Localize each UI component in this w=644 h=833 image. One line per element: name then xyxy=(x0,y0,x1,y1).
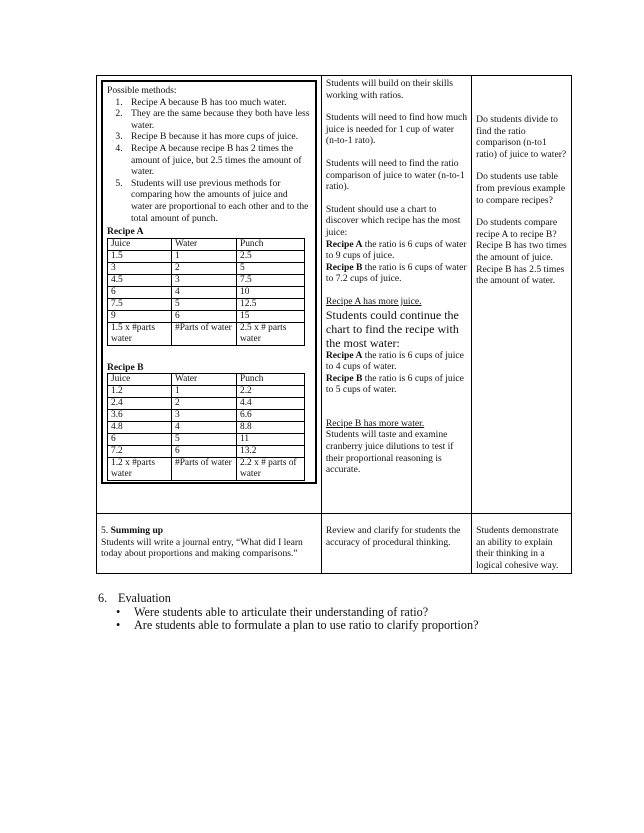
table-cell: 2.5 x # parts water xyxy=(237,322,305,345)
table-cell: 6 xyxy=(172,446,237,458)
table-cell: 1 xyxy=(172,386,237,398)
table-cell: 5 xyxy=(172,298,237,310)
teacher-paragraph: Students could continue the chart to find the recipe with the most water: xyxy=(325,307,459,350)
table-row xyxy=(108,434,305,446)
table-row xyxy=(108,410,305,422)
evaluation-title: Evaluation xyxy=(118,591,171,605)
header-cell: Juice xyxy=(108,238,172,250)
table-cell: 2.5 xyxy=(237,250,305,262)
method-item: 2. They are the same because they both have less water. xyxy=(125,108,311,131)
teacher-actions-cell xyxy=(321,76,471,514)
evaluation-list xyxy=(98,606,479,633)
teacher-paragraph xyxy=(326,296,467,308)
teacher-paragraph xyxy=(326,262,467,285)
method-item: 1. Recipe A because B has too much water. xyxy=(125,97,311,109)
assessment-question: Do students compare recipe A to recipe B? Recipe B has two times the amount of juice. Recipe B has 2.5 times the amount of water. xyxy=(476,217,567,287)
ratio-text: the ratio is 6 cups of juice to 5 cups of water. xyxy=(325,372,464,396)
header-cell: Water xyxy=(172,238,237,250)
teacher-paragraph xyxy=(326,373,467,396)
bullet-icon: • xyxy=(116,618,121,633)
table-cell: 12.5 xyxy=(237,298,305,310)
evaluation-heading xyxy=(98,592,479,606)
section-number: 5. xyxy=(101,525,111,536)
table-row xyxy=(108,298,305,310)
assessment-question: Do students use table from previous example to compare recipes? xyxy=(476,171,566,206)
table-cell: #Parts of water xyxy=(172,458,237,481)
activity-row xyxy=(97,76,572,514)
more-water-conclusion: Recipe B has more water. xyxy=(325,417,425,429)
teacher-paragraph xyxy=(326,350,467,373)
table-cell: 4 xyxy=(172,286,237,298)
recipe-a-table xyxy=(107,238,305,346)
table-cell: 2.2 x # parts of water xyxy=(237,458,305,481)
teacher-paragraph: Students will need to find the ratio comparison of juice to water (n-to-1 ratio). xyxy=(325,157,465,193)
table-cell: 3 xyxy=(172,410,237,422)
teacher-paragraph xyxy=(326,418,467,430)
method-item: 3. Recipe B because it has more cups of juice. xyxy=(125,131,311,143)
ratio-text: the ratio is 6 cups of water to 9 cups of juice. xyxy=(325,238,467,262)
table-cell: #Parts of water xyxy=(172,322,237,345)
table-cell: 3.6 xyxy=(108,410,172,422)
table-cell: 2 xyxy=(172,398,237,410)
table-cell: 2.4 xyxy=(108,398,172,410)
header-cell: Punch xyxy=(237,374,305,386)
table-cell: 6.6 xyxy=(237,410,305,422)
table-cell: 2 xyxy=(172,262,237,274)
summing-up-teacher-text: Review and clarify for students the accuracy of procedural thinking. xyxy=(325,525,461,548)
table-header-row xyxy=(108,238,305,250)
table-cell: 4.4 xyxy=(237,398,305,410)
table-row xyxy=(108,250,305,262)
table-row xyxy=(108,446,305,458)
table-cell: 6 xyxy=(108,434,172,446)
summing-up-row xyxy=(97,514,572,574)
section-number: 6. xyxy=(98,591,108,605)
list-item-text: Are students able to formulate a plan to use ratio to clarify proportion? xyxy=(134,618,479,633)
table-cell: 11 xyxy=(237,434,305,446)
table-cell: 7.2 xyxy=(108,446,172,458)
teacher-paragraph xyxy=(326,239,467,262)
table-cell: 2.2 xyxy=(237,386,305,398)
table-cell: 3 xyxy=(108,262,172,274)
assessment-question: Do students divide to find the ratio comparison (n-to1 ratio) of juice to water? xyxy=(476,114,567,160)
table-cell: 5 xyxy=(172,434,237,446)
activity-cell xyxy=(97,76,322,514)
methods-heading: Possible methods: xyxy=(107,85,177,96)
table-row xyxy=(108,286,305,298)
header-cell: Punch xyxy=(237,238,305,250)
table-cell: 4 xyxy=(172,422,237,434)
recipe-label: Recipe B xyxy=(325,261,363,273)
table-cell: 7.5 xyxy=(108,298,172,310)
table-cell: 4.8 xyxy=(108,422,172,434)
table-cell: 1 xyxy=(172,250,237,262)
table-cell: 1.5 x #parts water xyxy=(108,322,172,345)
more-juice-conclusion: Recipe A has more juice. xyxy=(325,295,422,307)
table-cell: 9 xyxy=(108,310,172,322)
table-cell: 5 xyxy=(237,262,305,274)
teacher-paragraph: Student should use a chart to discover which recipe has the most juice: xyxy=(325,203,461,238)
evaluation-section xyxy=(98,592,479,633)
ratio-text: the ratio is 6 cups of water to 7.2 cups of juice. xyxy=(325,261,467,285)
table-row xyxy=(108,398,305,410)
table-cell: 6 xyxy=(172,310,237,322)
table-cell: 7.5 xyxy=(237,274,305,286)
recipe-a-title: Recipe A xyxy=(107,226,144,238)
methods-box xyxy=(101,80,317,484)
table-row xyxy=(108,274,305,286)
list-item xyxy=(116,604,479,620)
list-item-text: Were students able to articulate their understanding of ratio? xyxy=(134,604,429,619)
summing-up-title: Summing up xyxy=(110,525,164,536)
summing-up-text: Students will write a journal entry, “What did I learn today about proportions and making comparisons.” xyxy=(101,536,303,560)
header-cell: Juice xyxy=(108,374,172,386)
teacher-paragraph: Students will need to find how much juice is needed for 1 cup of water (n-to-1 rato). xyxy=(325,112,468,147)
ratio-text: the ratio is 6 cups of juice to 4 cups of water. xyxy=(325,349,464,373)
table-row xyxy=(108,262,305,274)
lesson-plan-table xyxy=(96,75,572,574)
table-cell: 3 xyxy=(172,274,237,286)
table-row xyxy=(108,386,305,398)
list-item xyxy=(116,618,479,633)
table-cell: 1.2 x #parts water xyxy=(108,458,172,481)
teacher-paragraph: Students will taste and examine cranberry juice dilutions to test if their proportional reasoning is accurate. xyxy=(325,429,454,476)
table-cell: 8.8 xyxy=(237,422,305,434)
teacher-paragraph: Students will build on their skills working with ratios. xyxy=(325,78,453,101)
recipe-b-table xyxy=(107,373,305,481)
summing-up-heading xyxy=(101,525,317,537)
table-row xyxy=(108,422,305,434)
table-row xyxy=(108,458,305,481)
bullet-icon: • xyxy=(116,604,121,619)
summing-up-assessment-text: Students demonstrate an ability to explain their thinking in a logical cohesive way. xyxy=(476,525,559,571)
table-cell: 1.5 xyxy=(108,250,172,262)
table-cell: 4.5 xyxy=(108,274,172,286)
method-item: 5. Students will use previous methods for comparing how the amounts of juice and water are proportional to each other and to the total amount of punch. xyxy=(125,178,311,224)
table-cell: 10 xyxy=(237,286,305,298)
table-header-row xyxy=(108,374,305,386)
header-cell: Water xyxy=(172,374,237,386)
summing-up-cell xyxy=(97,514,322,574)
summing-up-assessment-cell xyxy=(472,514,572,574)
methods-list xyxy=(107,97,311,225)
recipe-b-title: Recipe B xyxy=(107,361,144,373)
recipe-label: Recipe A xyxy=(325,349,363,361)
assessment-cell xyxy=(472,76,572,514)
table-cell: 6 xyxy=(108,286,172,298)
table-row xyxy=(108,310,305,322)
table-cell: 15 xyxy=(237,310,305,322)
table-cell: 1.2 xyxy=(108,386,172,398)
table-cell: 13.2 xyxy=(237,446,305,458)
recipe-label: Recipe A xyxy=(325,238,363,250)
table-row xyxy=(108,322,305,345)
recipe-label: Recipe B xyxy=(325,372,363,384)
summing-up-teacher-cell xyxy=(321,514,471,574)
method-item: 4. Recipe A because recipe B has 2 times the amount of juice, but 2.5 times the amount of water. xyxy=(125,143,311,178)
